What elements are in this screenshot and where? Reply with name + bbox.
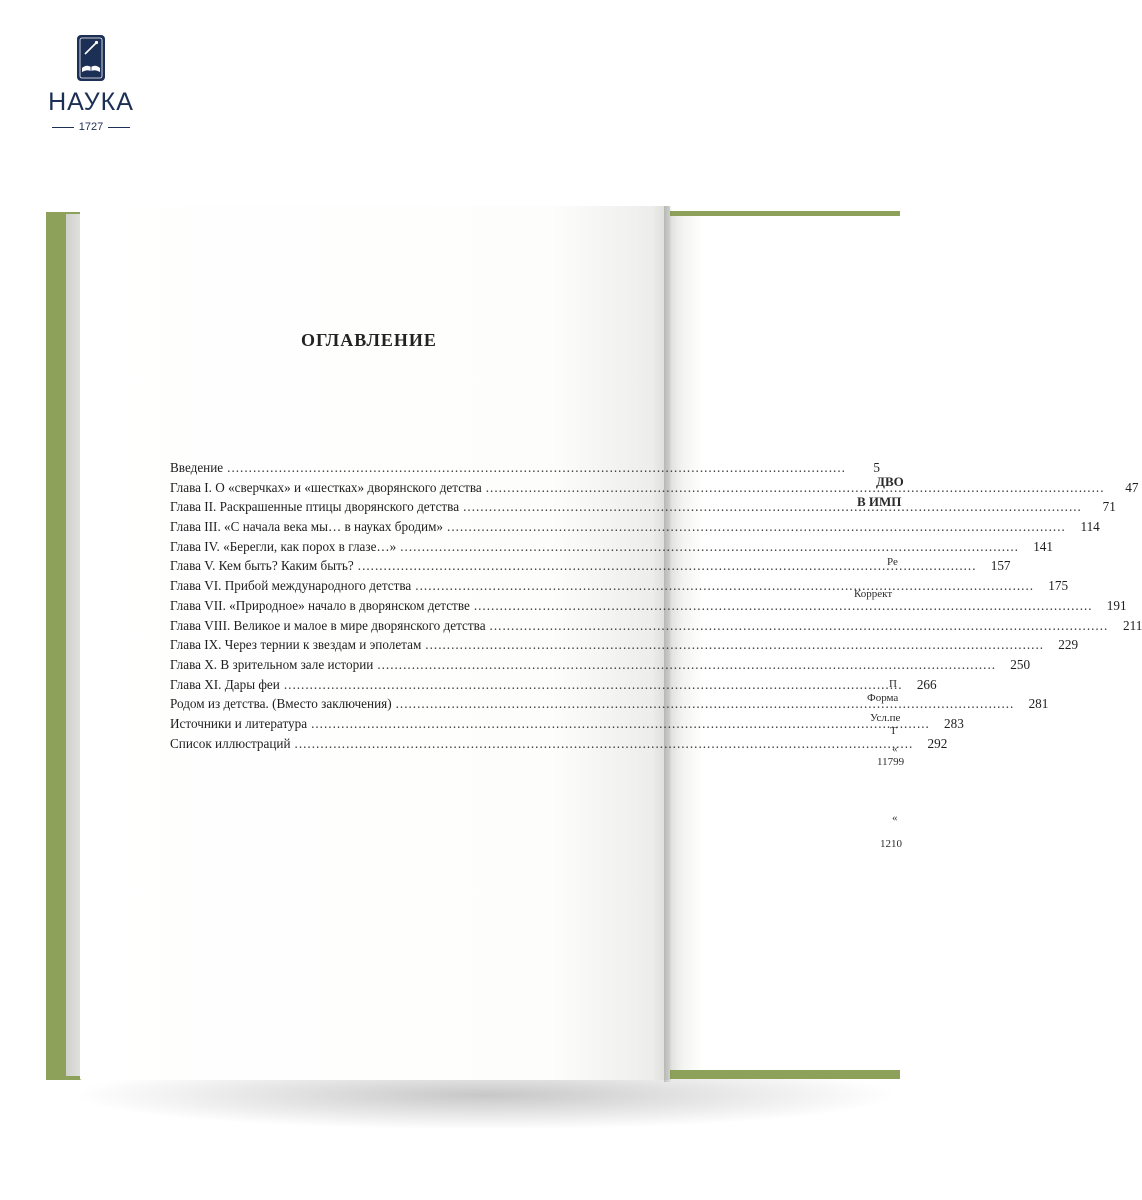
dot-leader	[377, 657, 996, 673]
right-page-line: Усл.пе	[870, 712, 901, 724]
dot-leader	[284, 677, 903, 693]
contents-title: ОГЛАВЛЕНИЕ	[301, 330, 437, 350]
entry-title: Глава X. В зрительном зале истории	[170, 656, 374, 672]
entry-title: Глава VI. Прибой международного детства	[170, 578, 412, 594]
entry-page: 283	[944, 715, 964, 731]
divider	[108, 127, 130, 128]
dot-leader	[425, 637, 1044, 653]
entry-title: Глава III. «С начала века мы… в науках бродим»	[170, 519, 444, 535]
contents-entry	[170, 656, 1031, 677]
contents-entry	[170, 538, 1053, 559]
entry-title: Глава XI. Дары феи	[170, 676, 280, 692]
dot-leader	[474, 598, 1093, 614]
publisher-name: НАУКА	[48, 88, 134, 116]
contents-entry	[170, 735, 948, 756]
entry-page: 191	[1106, 597, 1127, 613]
entry-title: Глава II. Раскрашенные птицы дворянского детства	[170, 499, 460, 515]
entry-page: 175	[1048, 578, 1069, 594]
entry-page: 229	[1058, 637, 1079, 653]
entry-page: 71	[1102, 499, 1116, 515]
publisher-year	[44, 121, 138, 133]
right-page-line: Т	[890, 725, 897, 737]
entry-title: Глава V. Кем быть? Каким быть?	[170, 558, 354, 574]
dot-leader	[358, 558, 977, 574]
right-page-line: В ИМП	[857, 494, 902, 509]
right-page-line: «	[892, 743, 898, 755]
dot-leader	[486, 480, 1105, 496]
right-page-line: 1210	[880, 838, 902, 850]
entry-page: 157	[990, 558, 1011, 574]
divider	[52, 127, 74, 128]
entry-page: 114	[1080, 519, 1100, 535]
entry-page: 5	[873, 460, 880, 475]
contents-entry	[170, 637, 1079, 657]
entry-page: 211	[1123, 617, 1142, 633]
entry-page: 47	[1125, 479, 1139, 495]
contents-entry	[170, 617, 1142, 638]
dot-leader	[295, 736, 914, 752]
right-page-line: Форма	[867, 692, 899, 704]
right-page-line: «	[892, 812, 898, 824]
right-page-line: Ре	[887, 556, 898, 568]
entry-title: Источники и литература	[170, 715, 308, 731]
dot-leader	[463, 499, 1082, 515]
contents-entry	[170, 479, 1139, 500]
entry-title: Глава VIII. Великое и малое в мире дворянского детства	[170, 617, 486, 633]
dot-leader	[415, 578, 1034, 594]
entry-page: 266	[916, 676, 937, 692]
entry-page: 292	[927, 735, 948, 751]
right-page-line: 11799	[877, 756, 905, 768]
entry-title: Глава IX. Через тернии к звездам и эполетам	[170, 637, 422, 653]
contents-entry	[170, 460, 880, 480]
open-book-star-icon	[76, 34, 106, 82]
entry-title: Глава I. О «сверчках» и «шестках» дворянского детства	[170, 479, 482, 495]
contents-entry	[170, 519, 1100, 539]
entry-title: Родом из детства. (Вместо заключения)	[170, 696, 392, 712]
entry-page: 141	[1033, 538, 1053, 554]
entry-title: Список иллюстраций	[170, 735, 291, 751]
entry-page: 281	[1028, 696, 1049, 712]
right-page-line: П	[889, 678, 897, 690]
right-page-line: ДВО	[876, 474, 904, 489]
publisher-year-text: 1727	[78, 121, 104, 133]
entry-title: Глава VII. «Природное» начало в дворянском детстве	[170, 597, 470, 613]
entry-page: 250	[1010, 656, 1031, 672]
publisher-logo	[44, 34, 138, 133]
dot-leader	[490, 618, 1109, 634]
entry-title: Введение	[170, 460, 224, 475]
contents-entry	[170, 597, 1127, 618]
dot-leader	[447, 519, 1066, 535]
dot-leader	[311, 716, 930, 732]
right-page-line: Коррект	[854, 588, 893, 600]
contents-entry	[170, 676, 937, 697]
dot-leader	[227, 460, 846, 476]
dot-leader	[400, 539, 1019, 555]
dot-leader	[396, 696, 1015, 712]
entry-title: Глава IV. «Берегли, как порох в глазе…»	[170, 538, 397, 554]
